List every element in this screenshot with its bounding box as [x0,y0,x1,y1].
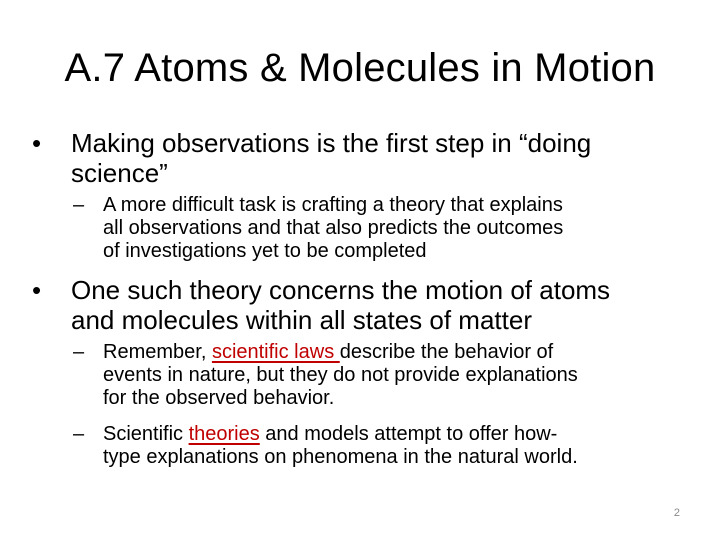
sub-bullet-2-1-post: describe the behavior of [339,341,554,363]
sub-bullet-2-1-line-1 [103,341,578,364]
sub-bullet-2-2-line-1 [103,423,578,446]
sub-bullet-2-2-post: and models attempt to offer how- [259,423,558,445]
sub-bullet-2-1-line-3: for the observed behavior. [103,387,335,409]
sub-bullet-2-1-text [103,341,578,410]
bullet-2-line-1: One such theory concerns the motion of atoms [71,275,611,305]
sub-bullet-2-2-line-2: type explanations on phenomena in the natural world. [103,446,578,468]
sub-bullet-2-2-pre: Scientific [103,423,189,445]
bullet-marker-2: • [32,275,42,305]
sub-bullet-1-1-line-1: A more difficult task is crafting a theory that explains [103,194,563,216]
sub-bullet-1-1-line-2: all observations and that also predicts the outcomes [103,217,564,239]
sub-bullet-marker-2-1: – [73,341,85,363]
bullet-1-text [71,128,591,188]
sub-bullet-1-1-line-3: of investigations yet to be completed [103,240,427,262]
sub-bullet-2-1-pre: Remember, [103,341,212,363]
scientific-laws-term: scientific laws [211,341,340,363]
theories-term: theories [188,423,260,445]
bullet-2-line-2: and molecules within all states of matter [71,305,532,335]
bullet-1-line-1: Making observations is the first step in “doing [71,128,592,158]
slide-title: A.7 Atoms & Molecules in Motion [64,46,656,90]
bullet-2-text [71,275,610,335]
sub-bullet-marker-1-1: – [73,194,85,216]
page-number: 2 [673,507,680,519]
sub-bullet-2-1-line-2: events in nature, but they do not provide explanations [103,364,578,386]
sub-bullet-1-1-text [103,194,563,263]
bullet-marker-1: • [32,128,42,158]
sub-bullet-marker-2-2: – [73,423,85,445]
bullet-1-line-2: science” [71,158,168,188]
sub-bullet-2-2-text [103,423,578,469]
